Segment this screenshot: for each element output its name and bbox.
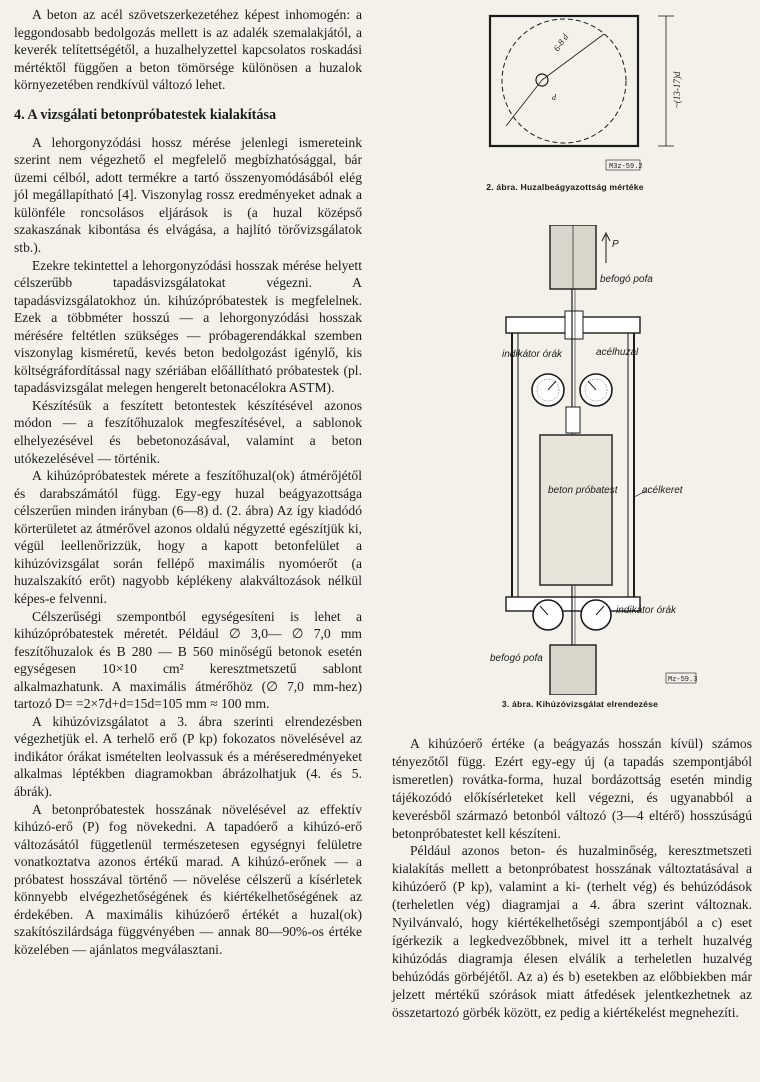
bottom-grip-label: befogó pofa xyxy=(490,653,543,664)
paragraph: A kihúzóvizsgálatot a 3. ábra szerinti elrendezésben végezhetjük el. A terhelő erő (P kp) fokozatos növelésével az indikátor órákat ismételten leolvassuk és a méréseredményeket alkalmas léptékben diagramokban ábrázolhatjuk (4. és 5. ábrák). xyxy=(14,713,362,799)
embedment-diagram xyxy=(470,8,710,173)
frame-label: acélkeret xyxy=(642,485,683,496)
paragraph: Célszerűségi szempontból egységesíteni is lehet a kihúzópróbatestek méretét. Például ∅ 3,0— ∅ 7,0 mm feszítőhuzalok és B 280 — B 560 minőségű betonok esetén egységesen 10×10 cm² keresztmetszetű sablont alkalmazhatunk. A maximális átmérőhöz (∅ 7,0 mm-hez) tartozó D= =2×7d+d=15d=105 mm ≈ 100 mm. xyxy=(14,608,362,712)
dim-small-label: d xyxy=(552,93,556,102)
figure-2 xyxy=(470,8,710,198)
pullout-test-diagram xyxy=(470,225,730,695)
paragraph: Készítésük a feszített betontestek készítésével azonos módon — a feszítőhuzalok megfeszítésével, a sablonok elhelyezésével és bebetonozásával, valamint a beton utókezelésével — történik. xyxy=(14,397,362,466)
paragraph: A kihúzóerő értéke (a beágyazás hosszán kívül) számos tényezőtől függ. Ezért egy-egy új (a tapadás szempontjából ismeretlen) rovátka-forma, huzal bordázottság esetén mindig tájékozódó előkísérleteket kell végezni, és ugyanabból a keverésből származó betonból változó (3—4 eltérő) hosszúságú betonpróbatestet kell készíteni. xyxy=(392,736,752,841)
figure-3 xyxy=(470,225,730,725)
dim-side-label: ~(13-17)d xyxy=(672,71,682,108)
figure-caption: 2. ábra. Huzalbeágyazottság mértéke xyxy=(486,182,644,192)
right-column xyxy=(392,735,752,1022)
section-heading: 4. A vizsgálati betonpróbatestek kialakítása xyxy=(14,106,277,123)
specimen-label: beton próbatest xyxy=(548,485,618,496)
figure-id: M3z-59.2 xyxy=(609,163,643,171)
paragraph: A beton az acél szövetszerkezetéhez képest inhomogén: a leggondosabb bedolgozás mellett is az adalék szemalakjától, a keverék telítettségétől, a huzalhelyzettel kapcsolatos roskadási mértéktől függően a beton tömörsége különösen a huzalok környezetében rendkívül változó lehet. xyxy=(14,7,362,93)
paragraph: A betonpróbatestek hosszának növelésével az effektív kihúzó-erő (P) fog növekedni. A tapadóerő a kihúzó-erő változásától függetlenül természetesen egységnyi felületre vonatkoztatva azonos értékű marad. A kihúzó-erőnek — a próbatest hosszával történő — növelése célszerű a kísérletek könnyebb elvégezhetőségének és kiértékelhetőségének az érdekében. A maximális kihúzóerő értékét a huzal(ok) szakítószilárdsága függvényében — annak 80—90%-os értéke közelében — ajánlatos megválasztani. xyxy=(14,801,362,957)
top-grip-label: befogó pofa xyxy=(600,274,653,285)
paragraph: Például azonos beton- és huzalminőség, keresztmetszeti kialakítás mellett a betonpróbatest hosszának változtatásával a kihúzóerő (P kp), valamint a ki- (terhelt vég) és behúzódások (terheletlen vég) diagramjai a 4. ábra szerint változnak. Nyilvánvaló, hogy kiértékelhetőségi szempontjából a c) eset ígérkezik a legkedvezőbbnek, mivel itt a terhelt huzalvég kihúzódás diagramja élesen elválik a terheletlen huzalvég behúzódás görbéjétől. Az a) és b) esetekben az előbbiekben már jelzett mértékű szórások miatt átfedések jelentkezhetnek az összetartozó görbék között, ez pedig a kiértékelést megnehezíti. xyxy=(392,843,752,1020)
paragraph: Ezekre tekintettel a lehorgonyzódási hosszak mérése helyett célszerűbb tapadásvizsgálatokat végezni. A tapadásvizsgálatokhoz ún. kihúzópróbatestek is megfelelnek. Ezek a többméter hosszú — a lehorgonyzódási hosszak mérésére feltétlen szükséges — próbagerendákkal szemben viszonylag kisméretű, kevés beton bedolgozást igénylő, kis költségráfordítással nagy szériában előállítható próbatestek (pl. tapadásvizsgálat melegen hengerelt betonacélokra ASTM). xyxy=(14,257,362,396)
left-column xyxy=(14,6,362,958)
wire-label: acélhuzal xyxy=(596,347,639,358)
paragraph: A kihúzópróbatestek mérete a feszítőhuzal(ok) átmérőjétől és darabszámától függ. Egy-egy huzal beágyazottsága célszerűen minden irányban (6—8) d. (2. ábra) Az így kiadódó körterületet az átmérővel azonos oldalú négyzetté egészítjük ki, végül leellenőrizzük, hogy a kapott betonfelület a kihúzóvizsgálat során fellépő maximális nyomóerőt (a huzalszakító erőt) nagyobb képlékeny alakváltozások nélkül képes-e felvenni. xyxy=(14,468,362,606)
figure-id: Mz-59.3 xyxy=(668,676,698,684)
bottom-indicator-label: indikátor órák xyxy=(616,605,677,616)
top-indicator-label: indikátor órák xyxy=(502,349,563,360)
figure-caption: 3. ábra. Kihúzóvizsgálat elrendezése xyxy=(501,699,659,709)
dim-diag-label: 6-8 d xyxy=(551,32,571,54)
load-label: P xyxy=(612,239,619,250)
paragraph: A lehorgonyzódási hossz mérése jelenlegi ismereteink szerint nem végezhető el megfelelő megbízhatósággal, bár üzemi célból, adott termékre a tartó összenyomódásából elég jól megállapítható [4]. Viszonylag rossz eredményeket adnak a különféle roncsolásos eljárások is (a huzal középső szakaszának kibontása és elvágása, a hajlító törővizsgálatok stb.). xyxy=(14,134,362,256)
